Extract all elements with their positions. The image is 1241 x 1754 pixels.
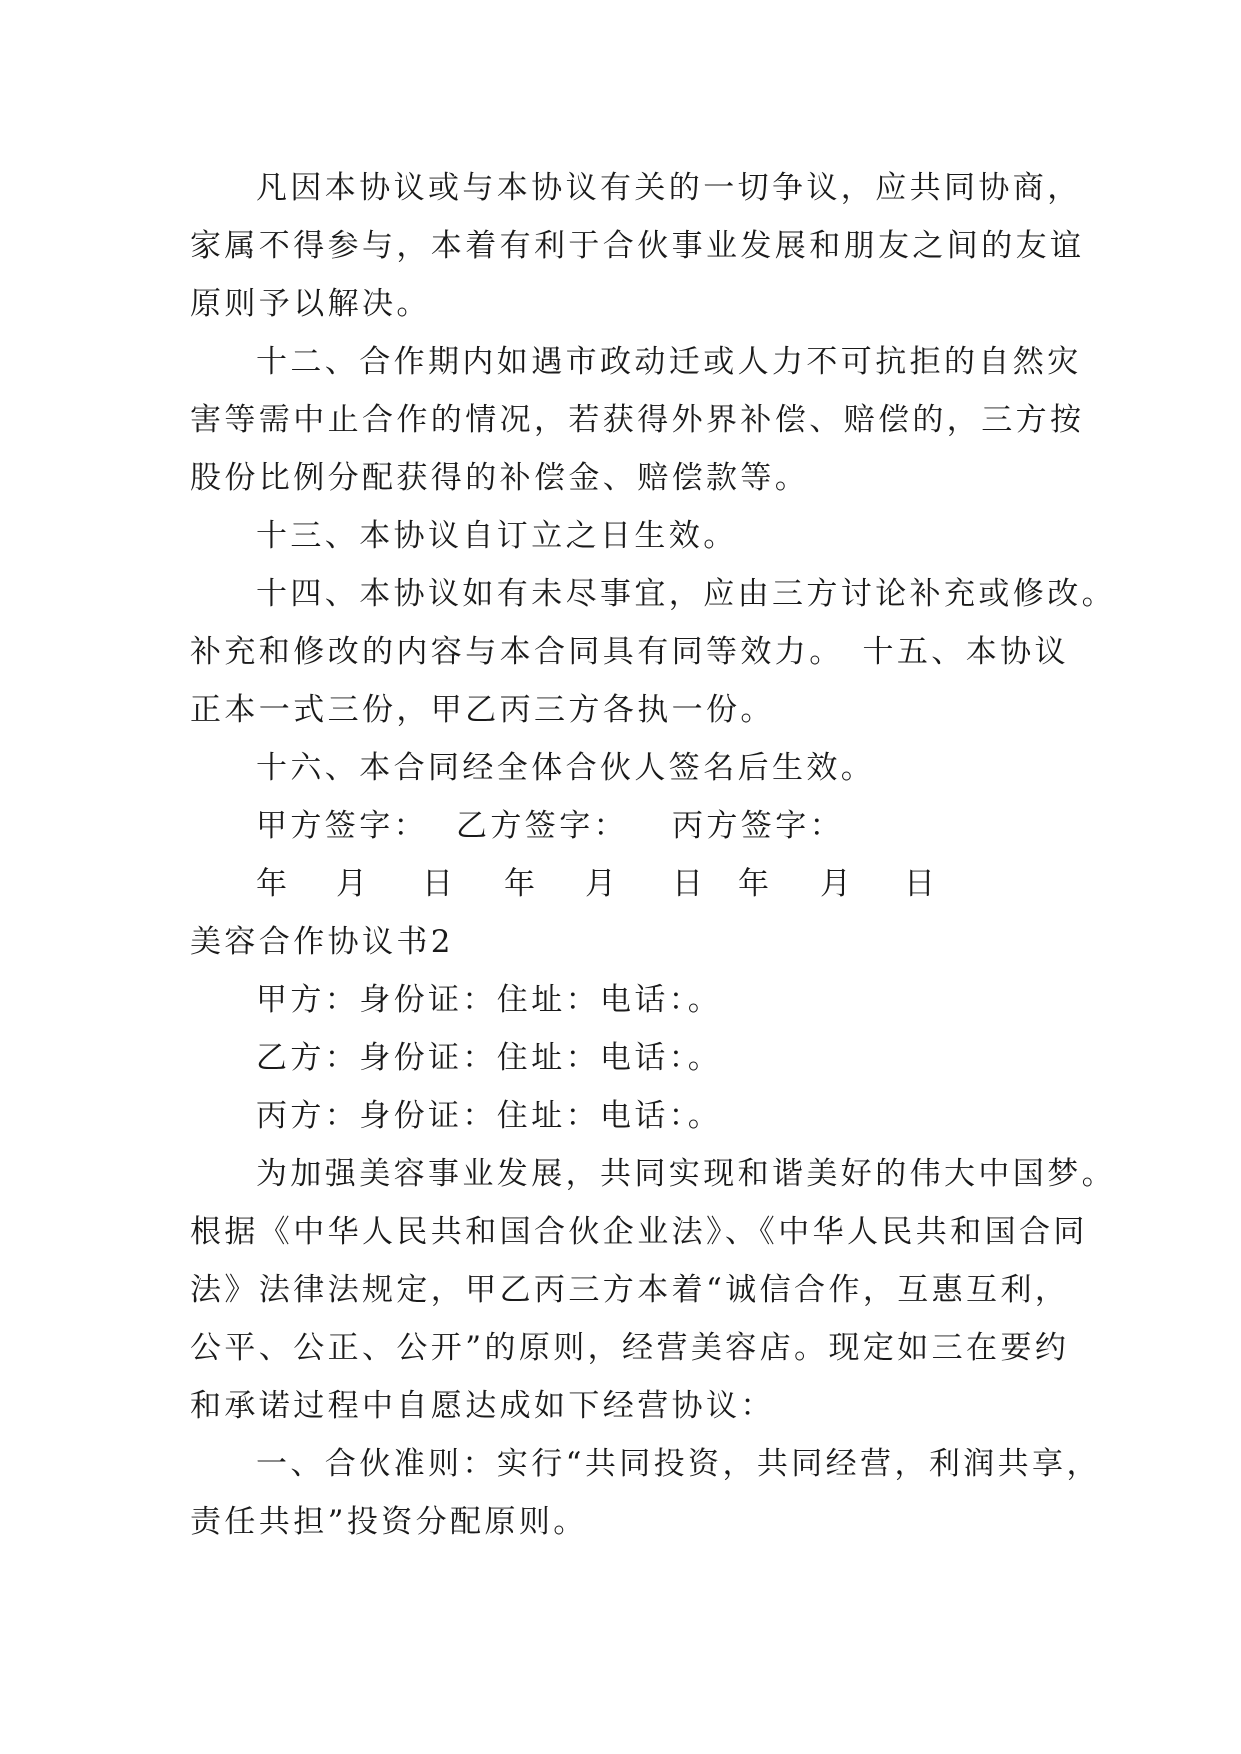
date-day-label: 日 xyxy=(904,866,939,902)
party-b-signature-label: 乙方签字： xyxy=(456,808,628,844)
preamble-line: 公平、公正、公开”的原则，经营美容店。现定如三在要约 xyxy=(190,1330,1070,1366)
date-month-label: 月 xyxy=(336,866,371,902)
paragraph-line: 正本一式三份，甲乙丙三方各执一份。 xyxy=(190,692,775,728)
paragraph-line: 十四、本协议如有未尽事宜，应由三方讨论补充或修改。 xyxy=(256,576,1116,612)
paragraph-line: 害等需中止合作的情况，若获得外界补偿、赔偿的，三方按 xyxy=(190,402,1085,438)
document-title: 美容合作协议书2 xyxy=(190,924,454,960)
date-year-label: 年 xyxy=(256,866,291,902)
signature-row xyxy=(0,806,1241,846)
date-year-label: 年 xyxy=(738,866,773,902)
paragraph-line: 十三、本协议自订立之日生效。 xyxy=(256,518,738,554)
date-day-label: 日 xyxy=(672,866,707,902)
paragraph-line: 原则予以解决。 xyxy=(190,286,431,322)
date-day-label: 日 xyxy=(422,866,457,902)
date-year-label: 年 xyxy=(504,866,539,902)
party-info-line: 甲方：身份证：住址：电话：。 xyxy=(256,982,723,1018)
date-month-label: 月 xyxy=(585,866,620,902)
party-info-line: 乙方：身份证：住址：电话：。 xyxy=(256,1040,723,1076)
paragraph-line: 家属不得参与，本着有利于合伙事业发展和朋友之间的友谊 xyxy=(190,228,1085,264)
date-row xyxy=(0,864,1241,904)
article-line: 责任共担”投资分配原则。 xyxy=(190,1504,588,1540)
party-info-line: 丙方：身份证：住址：电话：。 xyxy=(256,1098,723,1134)
date-month-label: 月 xyxy=(820,866,855,902)
preamble-line: 和承诺过程中自愿达成如下经营协议： xyxy=(190,1388,775,1424)
paragraph-line: 十二、合作期内如遇市政动迁或人力不可抗拒的自然灾 xyxy=(256,344,1082,380)
preamble-line: 根据《中华人民共和国合伙企业法》、《中华人民共和国合同 xyxy=(190,1214,1088,1250)
party-c-signature-label: 丙方签字： xyxy=(672,808,844,844)
preamble-line: 为加强美容事业发展，共同实现和谐美好的伟大中国梦。 xyxy=(256,1156,1116,1192)
paragraph-line: 凡因本协议或与本协议有关的一切争议，应共同协商， xyxy=(256,170,1082,206)
paragraph-line: 股份比例分配获得的补偿金、赔偿款等。 xyxy=(190,460,810,496)
preamble-line: 法》法律法规定，甲乙丙三方本着“诚信合作，互惠互利， xyxy=(190,1272,1070,1308)
article-line: 一、合伙准则：实行“共同投资，共同经营，利润共享， xyxy=(256,1446,1101,1482)
party-a-signature-label: 甲方签字： xyxy=(256,808,428,844)
paragraph-line: 补充和修改的内容与本合同具有同等效力。 十五、本协议 xyxy=(190,634,1069,670)
paragraph-line: 十六、本合同经全体合伙人签名后生效。 xyxy=(256,750,876,786)
